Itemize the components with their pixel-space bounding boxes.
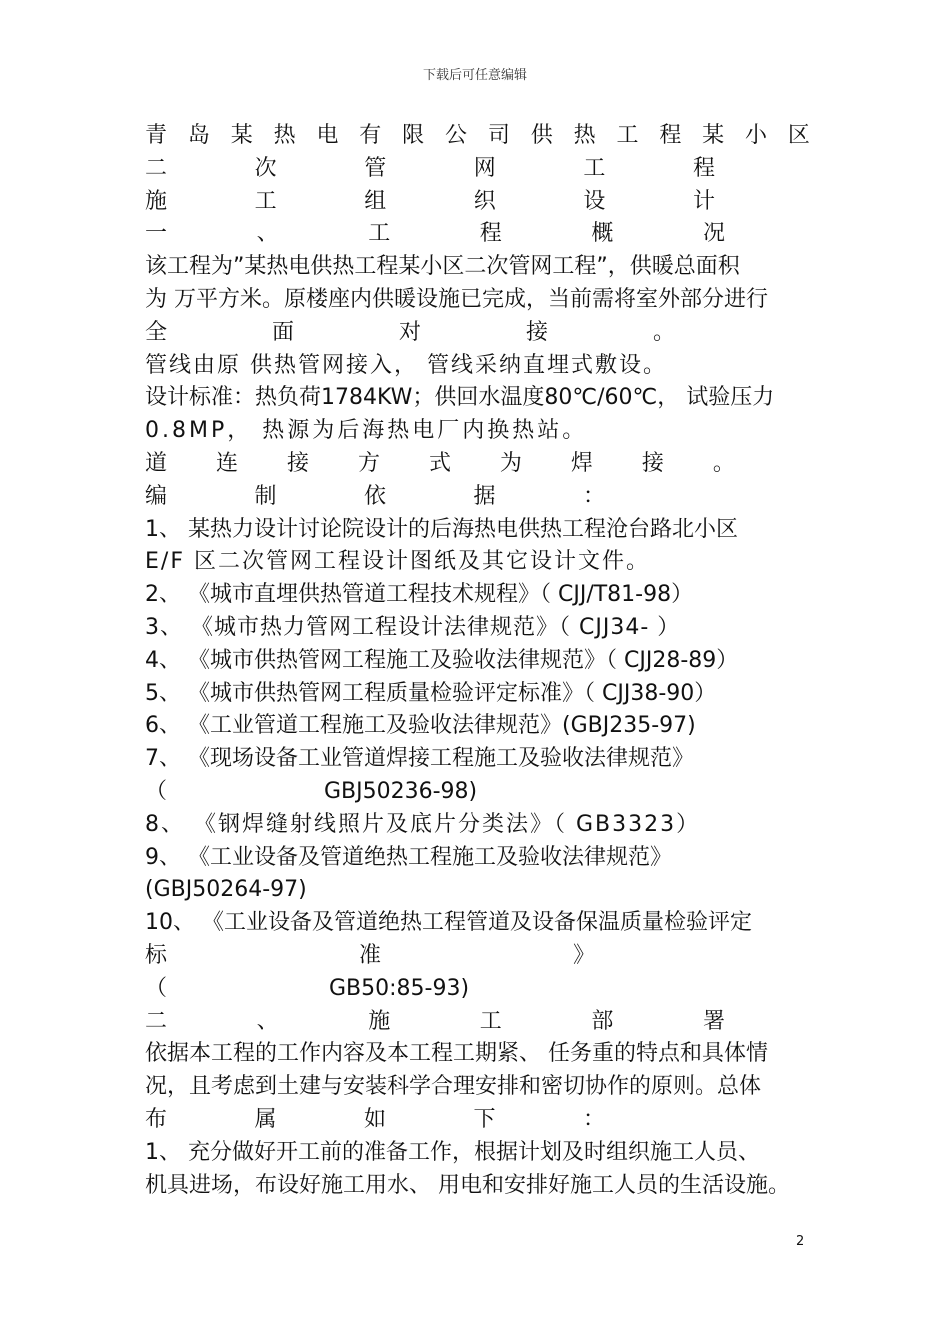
reference-item-code: （ GBJ50236-98) bbox=[145, 778, 478, 804]
title-line-3: 施 工 组 织 设 计 bbox=[145, 188, 715, 214]
document-body bbox=[145, 120, 810, 1202]
section-heading-basis: 编 制 依 据 ： bbox=[145, 483, 605, 509]
paragraph-line: 1、 充分做好开工前的准备工作，根据计划及时组织施工人员、 bbox=[145, 1139, 760, 1165]
paragraph-line: 该工程为”某热电供热工程某小区二次管网工程”，供暖总面积 bbox=[145, 254, 740, 280]
paragraph-line: 况，且考虑到土建与安装科学合理安排和密切协作的原则。总体 bbox=[145, 1074, 762, 1100]
paragraph-line: 布 属 如 下 ： bbox=[145, 1106, 605, 1132]
section-heading-2: 二 、 施 工 部 署 bbox=[145, 1008, 725, 1034]
reference-item: 6、 《工业管道工程施工及验收法律规范》(GBJ235-97) bbox=[145, 713, 696, 739]
paragraph-line: 全 面 对 接 。 bbox=[145, 319, 675, 345]
reference-item-code: (GBJ50264-97) bbox=[145, 877, 307, 903]
reference-item: 9、 《工业设备及管道绝热工程施工及验收法律规范》 bbox=[145, 844, 672, 870]
paragraph-line: 管线由原 供热管网接入， 管线采纳直埋式敷设。 bbox=[145, 352, 667, 378]
title-line-1: 青 岛 某 热 电 有 限 公 司 供 热 工 程 某 小 区 bbox=[145, 123, 810, 148]
reference-item: 1、 某热力设计讨论院设计的后海热电供热工程沧台路北小区 bbox=[145, 516, 738, 542]
reference-item: 4、 《城市供热管网工程施工及验收法律规范》（ CJJ28-89） bbox=[145, 647, 739, 673]
reference-item: 8、 《钢焊缝射线照片及底片分类法》（ GB3323） bbox=[145, 811, 701, 837]
reference-item: 5、 《城市供热管网工程质量检验评定标准》（ CJJ38-90） bbox=[145, 680, 717, 706]
reference-item: 10、 《工业设备及管道绝热工程管道及设备保温质量检验评定 bbox=[145, 910, 752, 936]
reference-item: E/F 区二次管网工程设计图纸及其它设计文件。 bbox=[145, 549, 650, 575]
reference-item-code: （ GB50:85-93) bbox=[145, 975, 470, 1001]
reference-item: 标 准 》 bbox=[145, 942, 595, 968]
paragraph-line: 设计标准：热负荷1784KW；供回水温度80℃/60℃， 试验压力 bbox=[145, 385, 775, 411]
reference-item: 2、 《城市直埋供热管道工程技术规程》（ CJJ/T81-98） bbox=[145, 582, 694, 608]
paragraph-line: 为 万平方米。原楼座内供暖设施已完成，当前需将室外部分进行 bbox=[145, 286, 768, 312]
paragraph-line: 0.8MP， 热源为后海热电厂内换热站。 bbox=[145, 418, 588, 444]
paragraph-line: 机具进场，布设好施工用水、 用电和安排好施工人员的生活设施。 bbox=[145, 1172, 790, 1198]
page-header: 下载后可任意编辑 bbox=[422, 68, 527, 83]
reference-item: 3、 《城市热力管网工程设计法律规范》（ CJJ34- ） bbox=[145, 614, 681, 640]
paragraph-line: 依据本工程的工作内容及本工程工期紧、 任务重的特点和具体情 bbox=[145, 1041, 768, 1067]
page-number: 2 bbox=[796, 1234, 805, 1249]
reference-item: 7、 《现场设备工业管道焊接工程施工及验收法律规范》 bbox=[145, 746, 694, 772]
paragraph-line: 道 连 接 方 式 为 焊 接 。 bbox=[145, 450, 735, 476]
title-line-2: 二 次 管 网 工 程 bbox=[145, 155, 715, 181]
section-heading-1: 一 、 工 程 概 况 bbox=[145, 221, 725, 247]
